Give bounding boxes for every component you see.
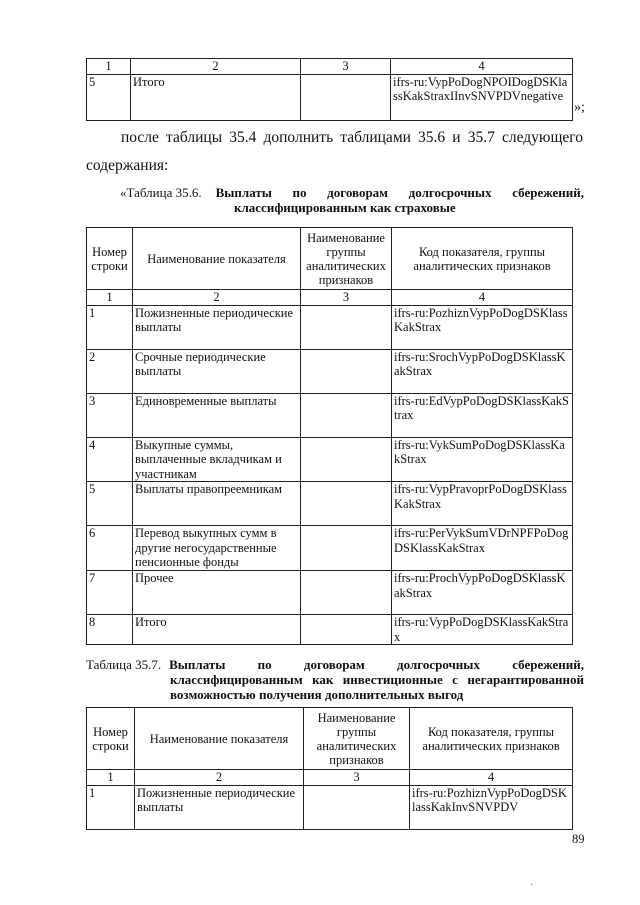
table-row: [87, 571, 573, 615]
row-code: ifrs-ru:SrochVypPoDogDSKlassKakStrax: [392, 349, 573, 393]
row-name: Единовременные выплаты: [133, 393, 301, 437]
row-code: ifrs-ru:PozhiznVypPoDogDSKlassKakStrax: [392, 305, 573, 349]
row-group: [301, 571, 392, 615]
table-row: [87, 615, 573, 645]
row-code: ifrs-ru:PozhiznVypPoDogDSKlassKakInvSNVPDV: [410, 785, 573, 829]
table-row: [87, 349, 573, 393]
paragraph-line-2: содержания:: [86, 157, 169, 174]
table-colnum-row: [87, 59, 573, 75]
row-group: [301, 482, 392, 526]
row-name: Срочные периодические выплаты: [133, 349, 301, 393]
row-code: ifrs-ru:EdVypPoDogDSKlassKakStrax: [392, 393, 573, 437]
colnum-2: 2: [133, 290, 301, 306]
row-group: [301, 305, 392, 349]
table-row: [87, 482, 573, 526]
table-header-row: [87, 228, 573, 290]
row-number: 2: [87, 349, 133, 393]
row-group: [301, 349, 392, 393]
colnum-4: 4: [410, 770, 573, 786]
table-356-caption: [120, 185, 584, 215]
header-indicator-name: Наименование показателя: [133, 228, 301, 290]
table-row: [87, 785, 573, 829]
top-table: [86, 58, 573, 121]
row-code: ifrs-ru:VypPravoprPoDogDSKlassKakStrax: [392, 482, 573, 526]
row-number: 7: [87, 571, 133, 615]
table-357-caption-prefix: Таблица 35.7.: [86, 657, 162, 672]
table-header-row: [87, 708, 573, 770]
row-number: 1: [87, 785, 135, 829]
page-number: 89: [572, 832, 585, 846]
row-name: Выплаты правопреемникам: [133, 482, 301, 526]
table-row: [87, 526, 573, 571]
table-row: [87, 437, 573, 482]
header-code: Код показателя, группы аналитических признаков: [410, 708, 573, 770]
row-code: ifrs-ru:VypPoDogNPOIDogDSKlassKakStraxIInvSNVPDVnegative: [391, 74, 573, 120]
header-row-number: Номер строки: [87, 708, 135, 770]
row-name: Итого: [131, 74, 301, 120]
row-name: Итого: [133, 615, 301, 645]
header-row-number: Номер строки: [87, 228, 133, 290]
row-code: ifrs-ru:ProchVypPoDogDSKlassKakStrax: [392, 571, 573, 615]
scan-mark: ·: [530, 880, 534, 891]
row-group: [301, 526, 392, 571]
row-group: [304, 785, 410, 829]
paragraph-line-1: после таблицы 35.4 дополнить таблицами 35.6 и 35.7 следующего: [121, 129, 583, 146]
colnum-2: 2: [135, 770, 304, 786]
row-name: Пожизненные периодические выплаты: [135, 785, 304, 829]
row-number: 5: [87, 482, 133, 526]
table-356: [86, 227, 573, 645]
table-row: [87, 74, 573, 120]
table-357-caption-line-2: классифицированным как инвестиционные с негарантированной: [170, 672, 584, 687]
table-356-caption-prefix: «Таблица 35.6.: [120, 185, 202, 200]
header-indicator-name: Наименование показателя: [135, 708, 304, 770]
closing-quote: »;: [574, 100, 585, 115]
table-colnum-row: [87, 290, 573, 306]
colnum-2: 2: [131, 59, 301, 75]
header-group-name: Наименование группы аналитических признаков: [301, 228, 392, 290]
row-name: Прочее: [133, 571, 301, 615]
row-number: 3: [87, 393, 133, 437]
table-357-caption-line-1: Выплаты по договорам долгосрочных сбережений,: [169, 657, 584, 672]
header-group-name: Наименование группы аналитических признаков: [304, 708, 410, 770]
table-colnum-row: [87, 770, 573, 786]
table-row: [87, 393, 573, 437]
table-357-caption-line-3: возможностью получения дополнительных выгод: [170, 687, 464, 702]
row-code: ifrs-ru:PerVykSumVDrNPFPoDogDSKlassKakStrax: [392, 526, 573, 571]
header-code: Код показателя, группы аналитических признаков: [392, 228, 573, 290]
table-row: [87, 305, 573, 349]
colnum-3: 3: [301, 290, 392, 306]
row-code: ifrs-ru:VykSumPoDogDSKlassKakStrax: [392, 437, 573, 482]
row-name: Пожизненные периодические выплаты: [133, 305, 301, 349]
colnum-1: 1: [87, 290, 133, 306]
row-code: ifrs-ru:VypPoDogDSKlassKakStrax: [392, 615, 573, 645]
row-name: Перевод выкупных сумм в другие негосударственные пенсионные фонды: [133, 526, 301, 571]
row-group: [301, 74, 391, 120]
row-group: [301, 393, 392, 437]
table-357: [86, 707, 573, 830]
row-group: [301, 437, 392, 482]
row-number: 1: [87, 305, 133, 349]
colnum-4: 4: [391, 59, 573, 75]
colnum-3: 3: [304, 770, 410, 786]
row-group: [301, 615, 392, 645]
row-number: 6: [87, 526, 133, 571]
colnum-4: 4: [392, 290, 573, 306]
colnum-1: 1: [87, 770, 135, 786]
row-number: 5: [87, 74, 131, 120]
row-number: 8: [87, 615, 133, 645]
row-name: Выкупные суммы, выплаченные вкладчикам и участникам: [133, 437, 301, 482]
table-356-caption-line-2: классифицированным как страховые: [234, 200, 456, 215]
table-356-caption-line-1: Выплаты по договорам долгосрочных сбережений,: [215, 185, 584, 200]
table-357-caption: [86, 657, 584, 702]
colnum-3: 3: [301, 59, 391, 75]
row-number: 4: [87, 437, 133, 482]
colnum-1: 1: [87, 59, 131, 75]
